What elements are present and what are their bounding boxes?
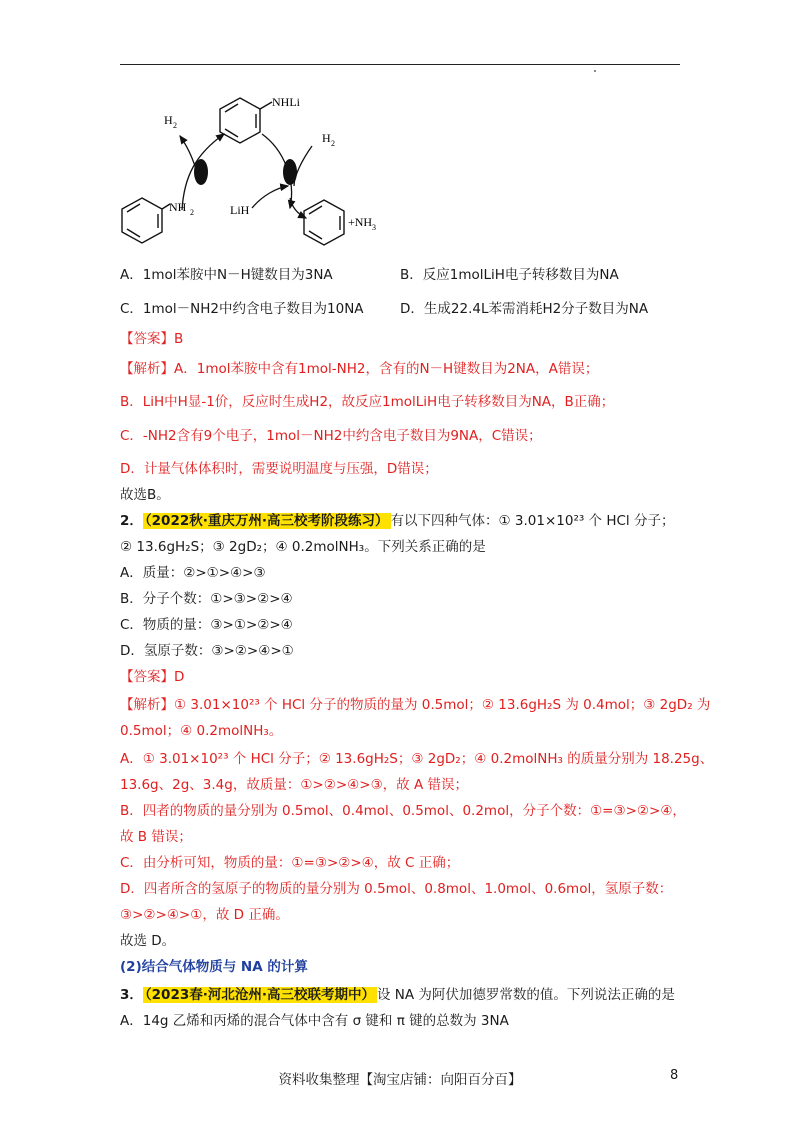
nhli-label: NHLi (272, 95, 300, 109)
q2-answer: 【答案】D (120, 669, 185, 685)
q2-analysis-7: C．由分析可知，物质的量：①=③>②>④，故 C 正确； (120, 855, 460, 871)
page-number: 8 (670, 1068, 679, 1083)
q3-number: 3． (120, 987, 143, 1003)
q2-option-d: D．氢原子数：③>②>④>① (120, 643, 294, 659)
header-rule (120, 64, 680, 65)
q2-stem-line2: ② 13.6gH₂S；③ 2gD₂；④ 0.2molNH₃。下列关系正确的是 (120, 539, 486, 555)
q2-analysis-1: 【解析】① 3.01×10²³ 个 HCl 分子的物质的量为 0.5mol；② 13.6gH₂S 为 0.4mol；③ 2gD₂ 为 (120, 697, 711, 713)
section-heading: (2)结合气体物质与 NA 的计算 (120, 959, 308, 975)
q1-option-a: A．1mol苯胺中N－H键数目为3NA (120, 267, 333, 283)
q2-number: 2． (120, 513, 143, 529)
q2-analysis-6: 故 B 错误； (120, 829, 192, 845)
q2-analysis-8: D．四者所含的氢原子的物质的量分别为 0.5mol、0.8mol、1.0mol、0.6mol，氢原子数： (120, 881, 673, 897)
benzene-ring-product (304, 200, 344, 245)
h2-right-label: H (322, 131, 331, 145)
q3-option-a: A．14g 乙烯和丙烯的混合气体中含有 σ 键和 π 键的总数为 3NA (120, 1013, 509, 1029)
q2-option-b: B．分子个数：①>③>②>④ (120, 591, 293, 607)
q1-option-d: D．生成22.4L苯需消耗H2分子数目为NA (400, 301, 649, 317)
svg-text:2: 2 (331, 139, 335, 148)
q3-stem-text: 设 NA 为阿伏加德罗常数的值。下列说法正确的是 (377, 987, 675, 1003)
q1-answer: 【答案】B (120, 331, 184, 347)
q2-analysis-4: 13.6g、2g、3.4g，故质量：①>②>④>③，故 A 错误； (120, 777, 468, 793)
q2-analysis-2: 0.5mol；④ 0.2molNH₃。 (120, 723, 283, 739)
q2-conclusion: 故选 D。 (120, 933, 176, 949)
q2-option-c: C．物质的量：③>①>②>④ (120, 617, 293, 633)
q2-stem-text: 有以下四种气体：① 3.01×10²³ 个 HCl 分子； (390, 513, 675, 529)
header-dot (594, 70, 596, 72)
q2-analysis-9: ③>②>④>①，故 D 正确。 (120, 907, 289, 923)
q2-analysis-5: B．四者的物质的量分别为 0.5mol、0.4mol、0.5mol、0.2mol，分子个数：①=③>②>④， (120, 803, 686, 819)
q1-analysis-4: D．计量气体体积时，需要说明温度与压强，D错误； (120, 461, 438, 477)
q2-analysis-3: A．① 3.01×10²³ 个 HCl 分子；② 13.6gH₂S；③ 2gD₂；④ 0.2molNH₃ 的质量分别为 18.25g、 (120, 751, 714, 767)
svg-text:3: 3 (372, 223, 376, 232)
q1-analysis-1: 【解析】A．1mol苯胺中含有1mol-NH2，含有的N－H键数目为2NA，A错误； (120, 361, 599, 377)
q2-source-highlight: （2022秋·重庆万州·高三校考阶段练习） (144, 513, 389, 529)
q2-stem-line1 (120, 512, 674, 530)
page-footer: 资料收集整理【淘宝店铺：向阳百分百】 (278, 1072, 522, 1088)
q3-stem-line (120, 986, 675, 1004)
q1-conclusion: 故选B。 (120, 487, 170, 503)
right-cycle-arrows (252, 134, 312, 218)
q1-option-b: B．反应1molLiH电子转移数目为NA (400, 267, 619, 283)
nh3-label: +NH (348, 215, 373, 229)
h2-left-label: H (164, 113, 173, 127)
catalyst-right (283, 159, 297, 185)
q1-analysis-3: C．-NH2含有9个电子，1mol－NH2中约含电子数目为9NA，C错误； (120, 428, 542, 444)
svg-text:2: 2 (190, 208, 194, 217)
benzene-ring-aniline (122, 198, 170, 243)
svg-text:2: 2 (173, 121, 177, 130)
q1-option-c: C．1mol－NH2中约含电子数目为10NA (120, 301, 364, 317)
q2-option-a: A．质量：②>①>④>③ (120, 565, 266, 581)
q3-source-highlight: （2023春·河北沧州·高三校联考期中） (144, 987, 375, 1003)
catalyst-left (194, 159, 208, 185)
reaction-scheme (112, 88, 402, 258)
lih-label: LiH (230, 203, 250, 217)
nh2-label: NH (169, 200, 187, 214)
q1-analysis-2: B．LiH中H显-1价，反应时生成H2，故反应1molLiH电子转移数目为NA，B正确； (120, 394, 615, 410)
